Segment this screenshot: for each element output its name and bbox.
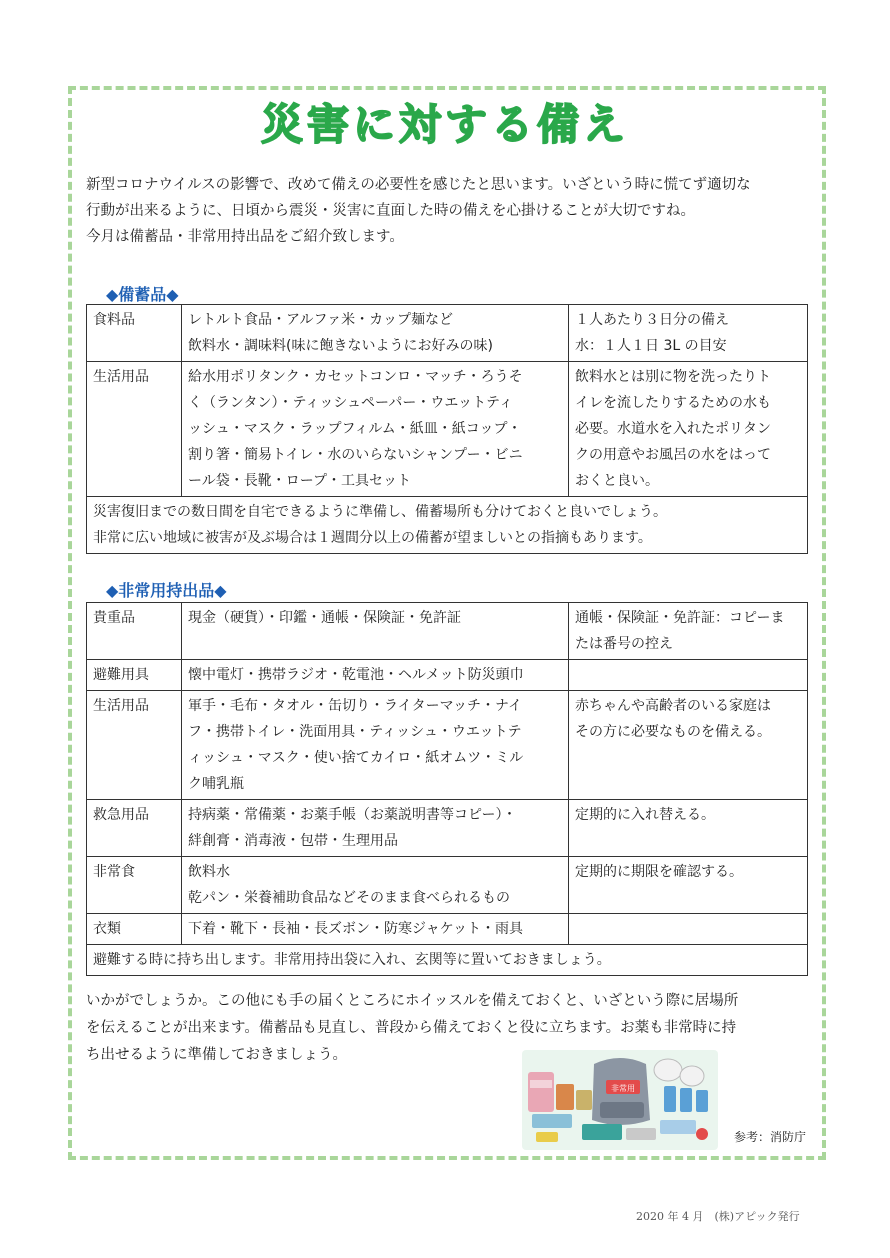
items-cell [182,800,569,857]
publisher-footer: 2020 年 4 月 (株)アピック発行 [636,1210,800,1223]
note-cell [569,305,808,362]
cell-line: たは番号の控え [575,636,673,652]
page-title: 災害に対する備え [260,100,629,149]
stockpile-table [86,304,808,554]
cell-line: 飲料水・調味料(味に飽きないようにお好みの味) [188,338,493,354]
footnote-cell [87,945,808,976]
note-cell [569,362,808,497]
table-row [87,305,808,362]
cell-line: 持病薬・常備薬・お薬手帳（お薬説明書等コピー）・ [188,807,517,823]
intro-paragraph [86,172,816,250]
cell-line: クの用意やお風呂の水をはって [575,447,771,463]
closing-line: いかがでしょうか。この他にも手の届くところにホイッスルを備えておくと、いざという際に居場所 [86,993,739,1009]
note-cell [569,800,808,857]
category-cell: 非常食 [87,857,182,914]
items-cell [182,362,569,497]
note-cell [569,603,808,660]
closing-line: ち出せるように準備しておきましょう。 [86,1047,347,1063]
note-cell [569,857,808,914]
cell-line: 災害復旧までの数日間を自宅できるように準備し、備蓄場所も分けておくと良いでしょう。 [93,504,667,520]
table-row [87,603,808,660]
category-cell: 貴重品 [87,603,182,660]
emergency-table [86,602,808,976]
category-cell: 食料品 [87,305,182,362]
category-cell: 衣類 [87,914,182,945]
note-cell [569,691,808,800]
cell-line: 飲料水 [188,864,230,880]
cell-line: く（ランタン）・ティッシュペーパー・ウエットティ [188,395,513,411]
emergency-heading: ◆非常用持出品◆ [106,581,227,600]
cell-line: おくと良い。 [575,473,659,489]
category-cell: 救急用品 [87,800,182,857]
footnote-row [87,945,808,976]
items-cell [182,305,569,362]
items-cell [182,603,569,660]
cell-line: 軍手・毛布・タオル・缶切り・ライターマッチ・ナイ [188,698,523,714]
note-cell [569,914,808,945]
emergency-kit-illustration [522,1050,718,1150]
cell-line: その方に必要なものを備える。 [575,724,771,740]
cell-line: 乾パン・栄養補助食品などそのまま食べられるもの [188,890,510,906]
cell-line: 水：１人１日 3L の目安 [575,338,727,354]
bag-label: 非常用 [611,1084,635,1093]
cell-line: フ・携帯トイレ・洗面用具・ティッシュ・ウエットテ [188,724,522,740]
cell-line: レトルト食品・アルファ米・カップ麺など [188,312,454,328]
cell-line: 赤ちゃんや高齢者のいる家庭は [575,698,771,714]
cell-line: 下着・靴下・長袖・長ズボン・防寒ジャケット・雨具 [188,921,524,937]
cell-line: 飲料水とは別に物を洗ったりト [575,369,771,385]
items-cell [182,691,569,800]
cell-line: ッシュ・マスク・ラップフィルム・紙皿・紙コップ・ [188,421,522,437]
table-row [87,914,808,945]
table-row [87,857,808,914]
cell-line: １人あたり３日分の備え [575,312,729,328]
table-row [87,800,808,857]
category-cell: 避難用具 [87,660,182,691]
footnote-row [87,497,808,554]
cell-line: 必要。水道水を入れたポリタン [575,421,771,437]
cell-line: 避難する時に持ち出します。非常用持出袋に入れ、玄関等に置いておきましょう。 [93,952,611,968]
emergency-kit-icon [522,1050,718,1150]
cell-line: イレを流したりするための水も [575,395,771,411]
items-cell [182,914,569,945]
cell-line: 通帳・保険証・免許証：コピーま [575,610,785,626]
cell-line: 現金（硬貨）・印鑑・通帳・保険証・免許証 [188,610,461,626]
cell-line: ール袋・長靴・ロープ・工具セット [188,473,412,489]
cell-line: ィッシュ・マスク・使い捨てカイロ・紙オムツ・ミル [188,750,524,766]
cell-line: 定期的に入れ替える。 [575,807,715,823]
emergency-rows [87,603,808,976]
cell-line: ク哺乳瓶 [188,776,244,792]
cell-line: 割り箸・簡易トイレ・水のいらないシャンプー・ビニ [188,447,523,463]
note-cell [569,660,808,691]
table-row [87,362,808,497]
stockpile-heading: ◆備蓄品◆ [106,285,179,304]
items-cell [182,857,569,914]
stockpile-rows [87,305,808,554]
source-credit: 参考：消防庁 [734,1130,807,1144]
cell-line: 定期的に期限を確認する。 [575,864,743,880]
intro-line: 今月は備蓄品・非常用持出品をご紹介致します。 [86,229,404,245]
items-cell [182,660,569,691]
cell-line: 非常に広い地域に被害が及ぶ場合は１週間分以上の備蓄が望ましいとの指摘もあります。 [93,530,652,546]
intro-line: 新型コロナウイルスの影響で、改めて備えの必要性を感じたと思います。いざという時に慌てず適切な [86,177,751,193]
cell-line: 懐中電灯・携帯ラジオ・乾電池・ヘルメット防災頭巾 [188,667,524,683]
footnote-cell [87,497,808,554]
cell-line: 給水用ポリタンク・カセットコンロ・マッチ・ろうそ [188,369,523,385]
category-cell: 生活用品 [87,362,182,497]
table-row [87,660,808,691]
intro-line: 行動が出来るように、日頃から震災・災害に直面した時の備えを心掛けることが大切ですね。 [86,203,695,219]
closing-line: を伝えることが出来ます。備蓄品も見直し、普段から備えておくと役に立ちます。お薬も非常時に持 [86,1020,737,1036]
table-row [87,691,808,800]
cell-line: 絆創膏・消毒液・包帯・生理用品 [188,833,398,849]
category-cell: 生活用品 [87,691,182,800]
